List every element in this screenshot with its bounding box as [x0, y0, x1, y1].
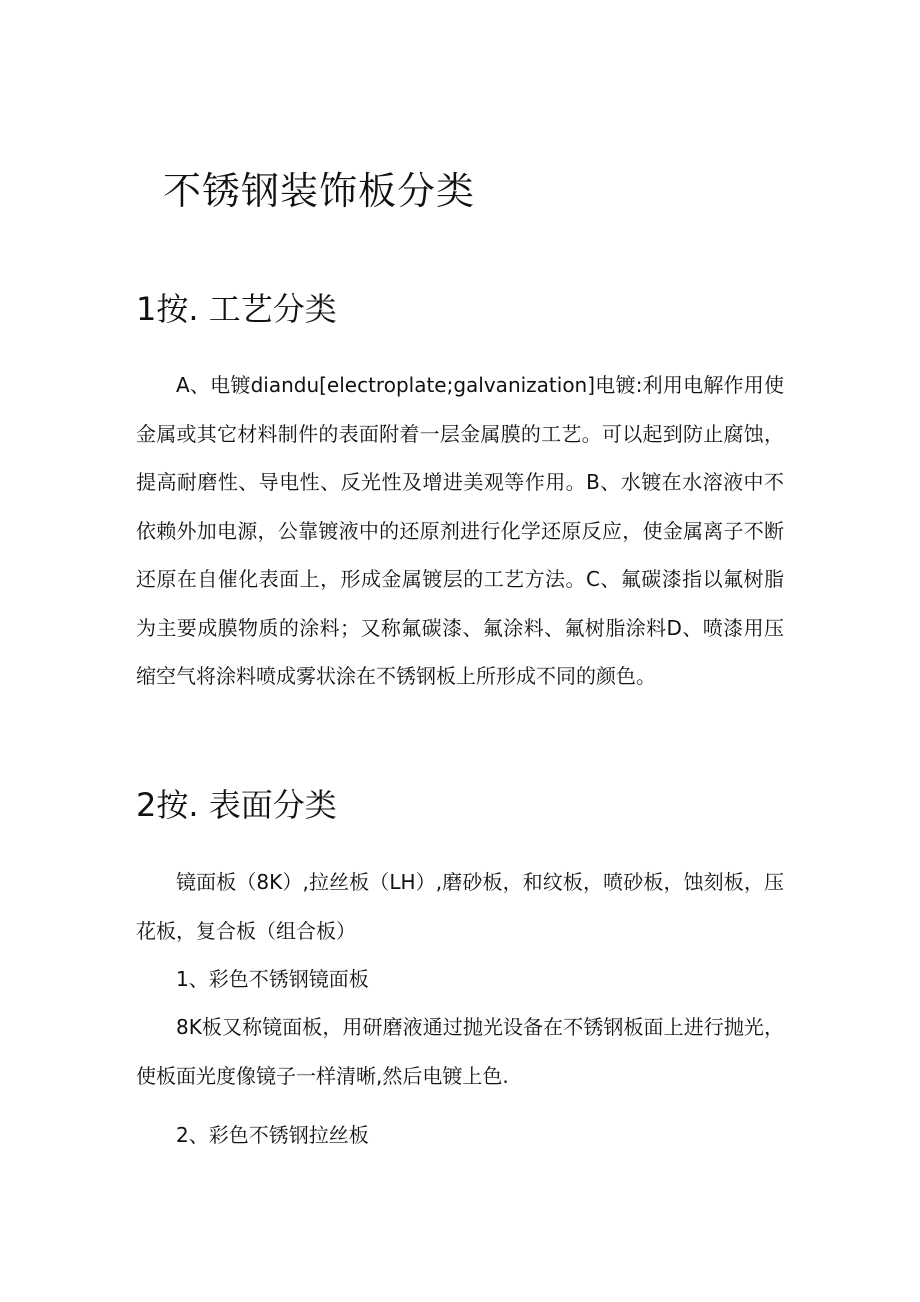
section-heading-process: 1按. 工艺分类: [136, 290, 337, 328]
section-paragraph-surface: 镜面板（8K）,拉丝板（LH）,磨砂板，和纹板，喷砂板，蚀刻板，压花板，复合板（组合板）: [136, 870, 784, 943]
item-label-brushed-plate: 2、彩色不锈钢拉丝板: [176, 1123, 369, 1147]
item-label-mirror-plate: 1、彩色不锈钢镜面板: [176, 967, 369, 991]
section-paragraph-process: A、电镀diandu[electroplate;galvanization]电镀:利用电解作用使金属或其它材料制件的表面附着一层金属膜的工艺。可以起到防止腐蚀，提高耐磨性、导电性、反光性及增进美观等作用。B、水镀在水溶液中不依赖外加电源，公靠镀液中的还原剂进行化学还原反应，使金属离子不断还原在自催化表面上，形成金属镀层的工艺方法。C、氟碳漆指以氟树脂为主要成膜物质的涂料；又称氟碳漆、氟涂料、氟树脂涂料D、喷漆用压缩空气将涂料喷成雾状涂在不锈钢板上所形成不同的颜色。: [136, 373, 784, 688]
document-title: 不锈钢装饰板分类: [163, 169, 476, 213]
item-text-mirror-plate: 8K板又称镜面板，用研磨液通过抛光设备在不锈钢板面上进行抛光，使板面光度像镜子一样清晰,然后电镀上色.: [136, 1015, 784, 1088]
section-heading-surface: 2按. 表面分类: [136, 786, 337, 824]
